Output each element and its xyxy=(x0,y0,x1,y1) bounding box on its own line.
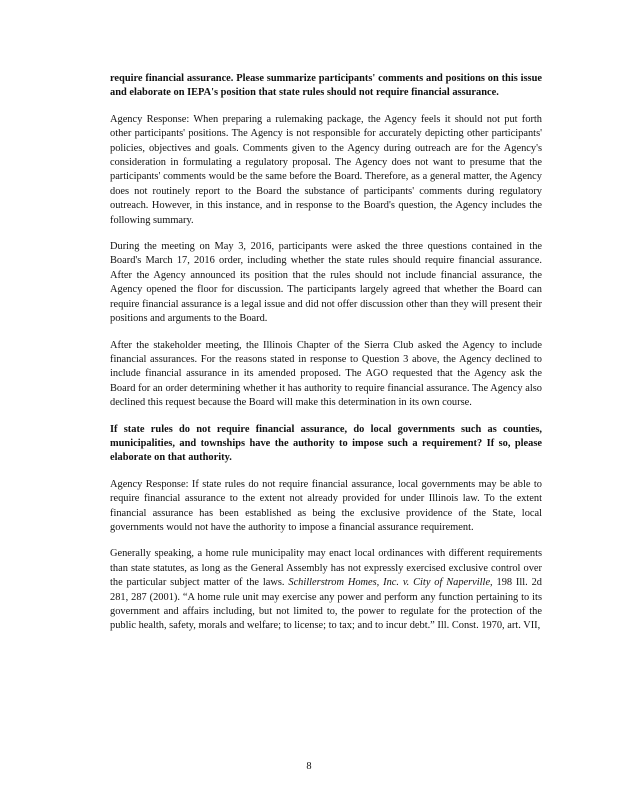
case-citation: Schillerstrom Homes, Inc. v. City of Naperville, xyxy=(288,577,493,589)
question-continuation: require financial assurance. Please summarize participants' comments and positions on this issue and elaborate on IEPA's position that state rules should not require financial assurance. xyxy=(110,73,542,99)
meeting-paragraph: During the meeting on May 3, 2016, participants were asked the three questions contained in the Board's March 17, 2016 order, including whether the state rules should require financial assurance. After the Agency announced its position that the rules should not include financial assurance, the Agency opened the floor for discussion. The participants largely agreed that whether the Board can require financial assurance is a legal issue and did not offer discussion other than they will present their positions and arguments to the Board. xyxy=(110,241,542,325)
document-page xyxy=(110,72,542,646)
page-number: 8 xyxy=(306,761,312,772)
stakeholder-paragraph: After the stakeholder meeting, the Illinois Chapter of the Sierra Club asked the Agency to include financial assurances. For the reasons stated in response to Question 3 above, the Agency declined to include financial assurance in its amended proposed. The AGO requested that the Agency ask the Board for an order determining whether it has authority to require financial assurance. The Agency also declined this request because the Board will make this determination in its own course. xyxy=(110,339,542,409)
agency-response-paragraph: Agency Response: When preparing a rulemaking package, the Agency feels it should not put forth other participants' positions. The Agency is not responsible for accurately depicting other participants' policies, objectives and goals. Comments given to the Agency during outreach are for the Agency's consideration in formulating a regulatory proposal. The Agency does not want to presume that the participants' comments would be the same before the Board. Therefore, as a general matter, the Agency does not routinely report to the Board the substance of participants' comments during regulatory outreach. However, in this instance, and in response to the Board's question, the Agency includes the following summary. xyxy=(110,113,542,226)
agency-response-local-paragraph: Agency Response: If state rules do not require financial assurance, local governments may be able to require financial assurance to the extent not already provided for under Illinois law. To the extent financial assurance has been established as being the exclusive providence of the State, local governments would not have the authority to impose a financial assurance requirement. xyxy=(110,478,542,533)
home-rule-paragraph: Generally speaking, a home rule municipality may enact local ordinances with different requirements than state statutes, as long as the General Assembly has not expressly exercised exclusive control over the particular subject matter of the laws. Schillerstrom Homes, Inc. v. City of Naperville, 198 Ill. 2d 281, 287 (2001). “A home rule unit may exercise any power and perform any function pertaining to its government and affairs including, but not limited to, the power to regulate for the protection of the public health, safety, morals and welfare; to license; to tax; and to incur debt.” Ill. Const. 1970, art. VII, xyxy=(110,548,542,632)
question-local-governments: If state rules do not require financial assurance, do local governments such as counties, municipalities, and townships have the authority to impose such a requirement? If so, please elaborate on that authority. xyxy=(110,423,542,464)
